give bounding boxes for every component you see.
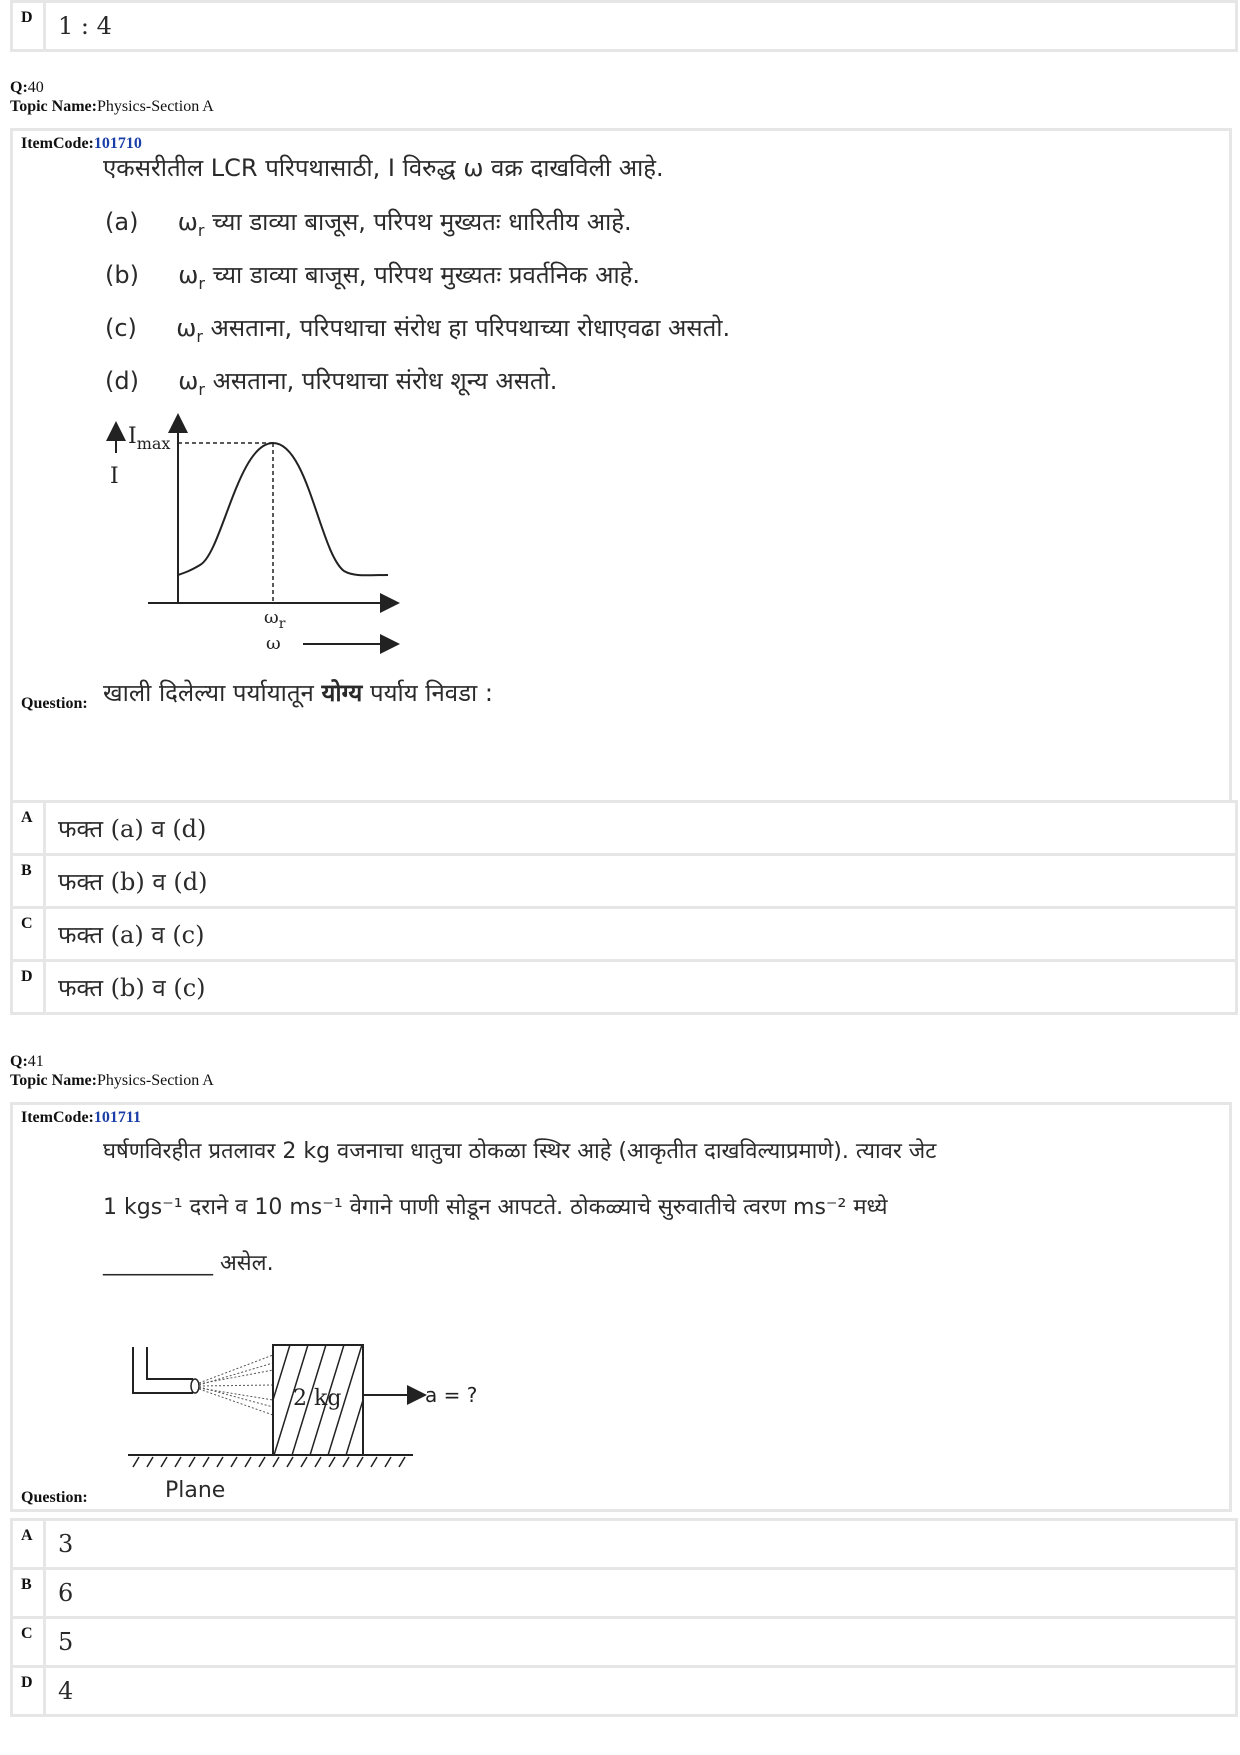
statement-tag: (c) [105,314,137,342]
options-table-q41 [10,1518,1238,1717]
option-row-c[interactable] [13,1616,1235,1665]
prompt-bold: योग्य [321,679,363,707]
prev-options-table [10,0,1238,52]
question-stem: एकसरीतील LCR परिपथासाठी, I विरुद्ध ω वक्र दाखविली आहे. [103,154,664,182]
question-header-q40 [10,78,214,116]
topic-label: Topic Name: [10,98,97,115]
statement-text: च्या डाव्या बाजूस, परिपथ मुख्यतः धारितीय आहे. [212,208,632,236]
question-line-3: __________ असेल. [103,1251,274,1276]
option-text: फक्त (a) व (c) [43,909,1235,959]
statement-b [105,258,640,293]
option-row-a[interactable] [13,1521,1235,1567]
statement-a [105,205,632,240]
water-jet [199,1355,273,1415]
option-row-b[interactable] [13,1567,1235,1616]
question-number-label: Q: [10,1053,28,1070]
option-letter: C [21,915,33,932]
option-row-b[interactable] [13,853,1235,906]
options-table-q40 [10,800,1238,1015]
omega-r-label: $\omega_r$ [264,607,286,632]
question-number: 41 [27,1053,44,1070]
question-line-2: 1 kgs⁻¹ दराने व 10 ms⁻¹ वेगाने पाणी सोडून आपटते. ठोकळ्याचे सुरुवातीचे त्वरण ms⁻² मध्ये [103,1195,888,1220]
option-text: फक्त (b) व (d) [43,856,1235,906]
option-text: फक्त (b) व (c) [43,962,1235,1012]
item-code-label: ItemCode: [21,1109,94,1126]
option-row-a[interactable] [13,803,1235,853]
statement-tag: (a) [105,208,139,236]
question-label: Question: [21,695,88,712]
statement-text: च्या डाव्या बाजूस, परिपथ मुख्यतः प्रवर्तनिक आहे. [212,261,640,289]
omega-symbol: ω [178,261,199,289]
statement-text: असताना, परिपथाचा संरोध शून्य असतो. [212,367,558,395]
item-code-value: 101710 [93,135,142,152]
question-label: Question: [21,1489,88,1506]
omega-subscript: r [198,273,205,293]
acceleration-label: a = ? [425,1383,478,1407]
question-number: 40 [27,79,44,96]
option-letter: A [21,1527,33,1544]
omega-subscript: r [196,326,203,346]
omega-symbol: ω [177,208,198,236]
option-text: 6 [43,1570,1235,1616]
option-text: 3 [43,1521,1235,1567]
block-mass-label: 2 kg [293,1386,342,1411]
option-row-d[interactable] [13,1665,1235,1714]
topic-name: Physics-Section A [96,98,214,115]
statement-d [105,364,557,399]
question-header-q41 [10,1052,214,1090]
option-letter: C [21,1625,33,1642]
omega-subscript: r [198,379,205,399]
option-letter: B [21,862,32,879]
option-text: 5 [43,1619,1235,1665]
resonance-curve-graph [98,403,438,663]
option-row-d[interactable] [13,3,1235,49]
question-prompt [103,676,493,709]
omega-subscript: r [197,220,205,240]
item-code-label: ItemCode: [21,135,94,152]
option-letter: A [21,809,33,826]
plane-label: Plane [165,1478,226,1503]
question-box-q41 [10,1102,1232,1512]
i-label: I [110,464,119,489]
topic-label: Topic Name: [10,1072,97,1089]
option-text: 1 : 4 [43,3,1235,49]
prompt-text: पर्याय निवडा : [369,679,493,707]
item-code [21,1109,141,1127]
option-letter: D [21,1674,33,1691]
option-row-c[interactable] [13,906,1235,959]
question-number-label: Q: [10,79,28,96]
topic-name: Physics-Section A [96,1072,214,1089]
option-text: 4 [43,1668,1235,1714]
option-text: फक्त (a) व (d) [43,803,1235,853]
item-code-value: 101711 [93,1109,141,1126]
option-letter: D [21,9,33,26]
omega-symbol: ω [178,367,199,395]
statement-text: असताना, परिपथाचा संरोध हा परिपथाच्या रोधाएवढा असतो. [210,314,731,342]
nozzle [191,1379,199,1393]
statement-c [105,311,730,346]
option-letter: D [21,968,33,985]
statement-tag: (d) [105,367,139,395]
resonance-curve [178,443,388,575]
option-letter: B [21,1576,32,1593]
option-row-d[interactable] [13,959,1235,1012]
prompt-text: खाली दिलेल्या पर्यायातून [103,679,314,707]
question-box-q40 [10,128,1232,832]
omega-label: ω [266,633,281,654]
imax-label: $I_{max}$ [128,424,171,453]
question-line-1: घर्षणविरहीत प्रतलावर 2 kg वजनाचा धातुचा ठोकळा स्थिर आहे (आकृतीत दाखविल्याप्रमाणे). त्यावर जेट [103,1139,937,1164]
pipe [133,1347,193,1393]
omega-symbol: ω [176,314,197,342]
statement-tag: (b) [105,261,139,289]
